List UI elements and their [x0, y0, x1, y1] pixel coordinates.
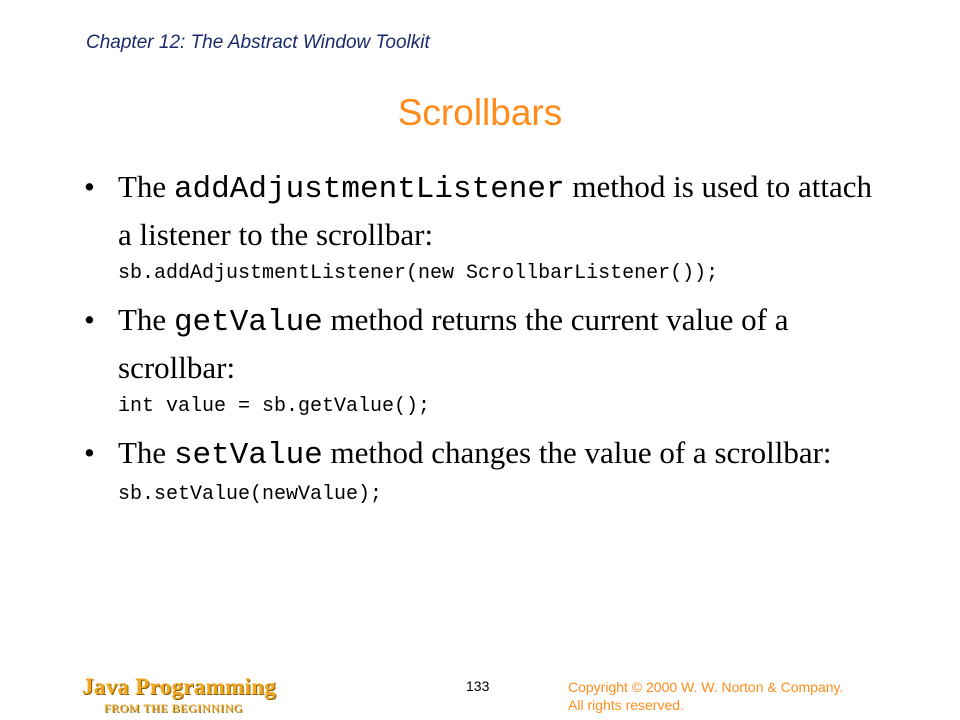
bullet-text-before: The	[118, 169, 174, 204]
brand-title: Java Programming	[82, 674, 277, 699]
code-term: addAdjustmentListener	[173, 172, 565, 207]
bullet-text-after: method changes the value of a scrollbar:	[322, 435, 832, 470]
bullet-item	[84, 164, 884, 257]
brand-logo	[82, 674, 276, 716]
copyright-notice	[568, 678, 843, 714]
slide-title: Scrollbars	[397, 92, 563, 133]
bullet-text-before: The	[118, 435, 174, 470]
bullet-item	[84, 430, 884, 478]
slide-content	[84, 164, 884, 518]
bullet-text-after: method is used to attach a listener to the scrollbar:	[118, 169, 872, 252]
page-number: 133	[466, 678, 490, 694]
chapter-header: Chapter 12: The Abstract Window Toolkit	[86, 32, 430, 53]
bullet-icon: •	[84, 435, 95, 470]
copyright-line: All rights reserved.	[568, 697, 684, 713]
bullet-icon: •	[84, 169, 95, 204]
bullet-item	[84, 297, 884, 390]
bullet-text-after: method returns the current value of a scrollbar:	[118, 302, 789, 385]
code-term: getValue	[173, 305, 323, 340]
code-term: setValue	[173, 438, 323, 473]
brand-subtitle: FROM THE BEGINNING	[104, 701, 243, 715]
bullet-icon: •	[84, 302, 95, 337]
bullet-text-before: The	[118, 302, 174, 337]
code-example: int value = sb.getValue();	[118, 395, 431, 418]
code-example: sb.setValue(newValue);	[118, 483, 383, 506]
code-example: sb.addAdjustmentListener(new ScrollbarListener());	[118, 262, 719, 285]
copyright-line: Copyright © 2000 W. W. Norton & Company.	[568, 679, 844, 695]
